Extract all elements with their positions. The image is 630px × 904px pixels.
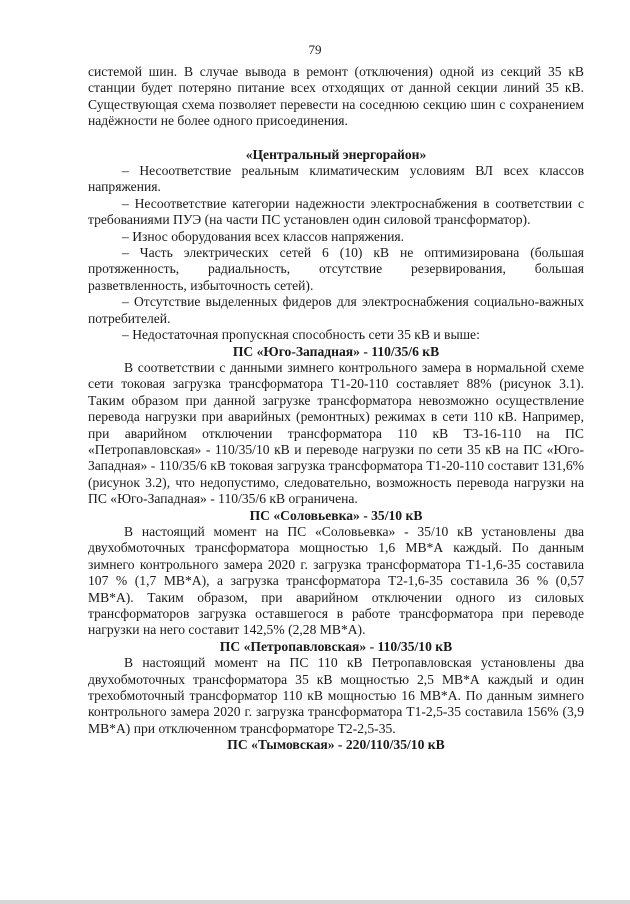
- paragraph: В настоящий момент на ПС 110 кВ Петропавловская установлены два двухобмоточных трансформатора 35 кВ мощностью 2,5 МВ*А каждый и один трехобмоточный трансформатор 110 кВ мощностью 16 МВ*А. По данным зимнего контрольного замера 2020 г. загрузка трансформатора Т1-2,5-35 составила 156% (3,9 МВ*А) при отключенном трансформаторе Т2-2,5-35.: [88, 655, 584, 736]
- list-item: – Недостаточная пропускная способность сети 35 кВ и выше:: [122, 327, 480, 343]
- list-item: – Несоответствие реальным климатическим условиям ВЛ всех классов напряжения.: [88, 163, 584, 195]
- section-heading: «Центральный энергорайон»: [245, 146, 427, 162]
- document-body: [88, 64, 584, 754]
- page-bottom-edge: [0, 900, 630, 904]
- list-item: – Отсутствие выделенных фидеров для электроснабжения социально-важных потребителей.: [88, 294, 584, 326]
- list-item: – Несоответствие категории надежности электроснабжения в соответствии с требованиями ПУЭ (на части ПС установлен один силовой трансформатор).: [88, 195, 584, 228]
- list-item: – Часть электрических сетей 6 (10) кВ не оптимизирована (большая протяженность, радиальность, отсутствие резервирования, большая разветвленность, избыточность сетей).: [88, 245, 584, 293]
- paragraph: В соответствии с данными зимнего контрольного замера в нормальной схеме сети токовая загрузка трансформатора Т1-20-110 составляет 88% (рисунок 3.1). Таким образом при данной загрузке трансформатора невозможно осуществление перевода нагрузки при аварийных (ремонтных) режимах в сети 110 кВ. Например, при аварийном отключении трансформатора 110 кВ Т3-16-110 на ПС «Петропавловская» - 110/35/10 кВ и переводе нагрузки по сети 35 кВ на ПС «Юго-Западная» - 110/35/6 кВ токовая загрузка трансформатора Т1-20-110 составит 131,6% (рисунок 3.2), что недопустимо, следовательно, возможность перевода нагрузки на ПС «Юго-Западная» - 110/35/6 кВ ограничена.: [88, 359, 584, 507]
- page-number: 79: [308, 42, 322, 57]
- paragraph: В настоящий момент на ПС «Соловьевка» - 35/10 кВ установлены два двухобмоточных трансформатора мощностью 1,6 МВ*А каждый. По данным зимнего контрольного замера 2020 г. загрузка трансформатора Т1-1,6-35 составила 107 % (1,7 МВ*А), а загрузка трансформатора Т2-1,6-35 составила 36 % (0,57 МВ*А). Таким образом, при аварийном отключении одного из силовых трансформаторов загрузка оставшегося в работе трансформатора при переводе нагрузки на него составит 142,5% (2,28 МВ*А).: [88, 523, 584, 638]
- section-heading: ПС «Петропавловская» - 110/35/10 кВ: [219, 638, 453, 654]
- paragraph: системой шин. В случае вывода в ремонт (отключения) одной из секций 35 кВ станции будет потеряно питание всех отходящих от данной секции линий 35 кВ. Существующая схема позволяет перевести на соседнюю секцию шин с сохранением надёжности не более одного присоединения.: [88, 64, 584, 129]
- list-item: – Износ оборудования всех классов напряжения.: [122, 228, 405, 244]
- section-heading: ПС «Соловьевка» - 35/10 кВ: [249, 507, 423, 523]
- section-heading: ПС «Юго-Западная» - 110/35/6 кВ: [232, 343, 440, 359]
- section-heading: ПС «Тымовская» - 220/110/35/10 кВ: [227, 737, 445, 753]
